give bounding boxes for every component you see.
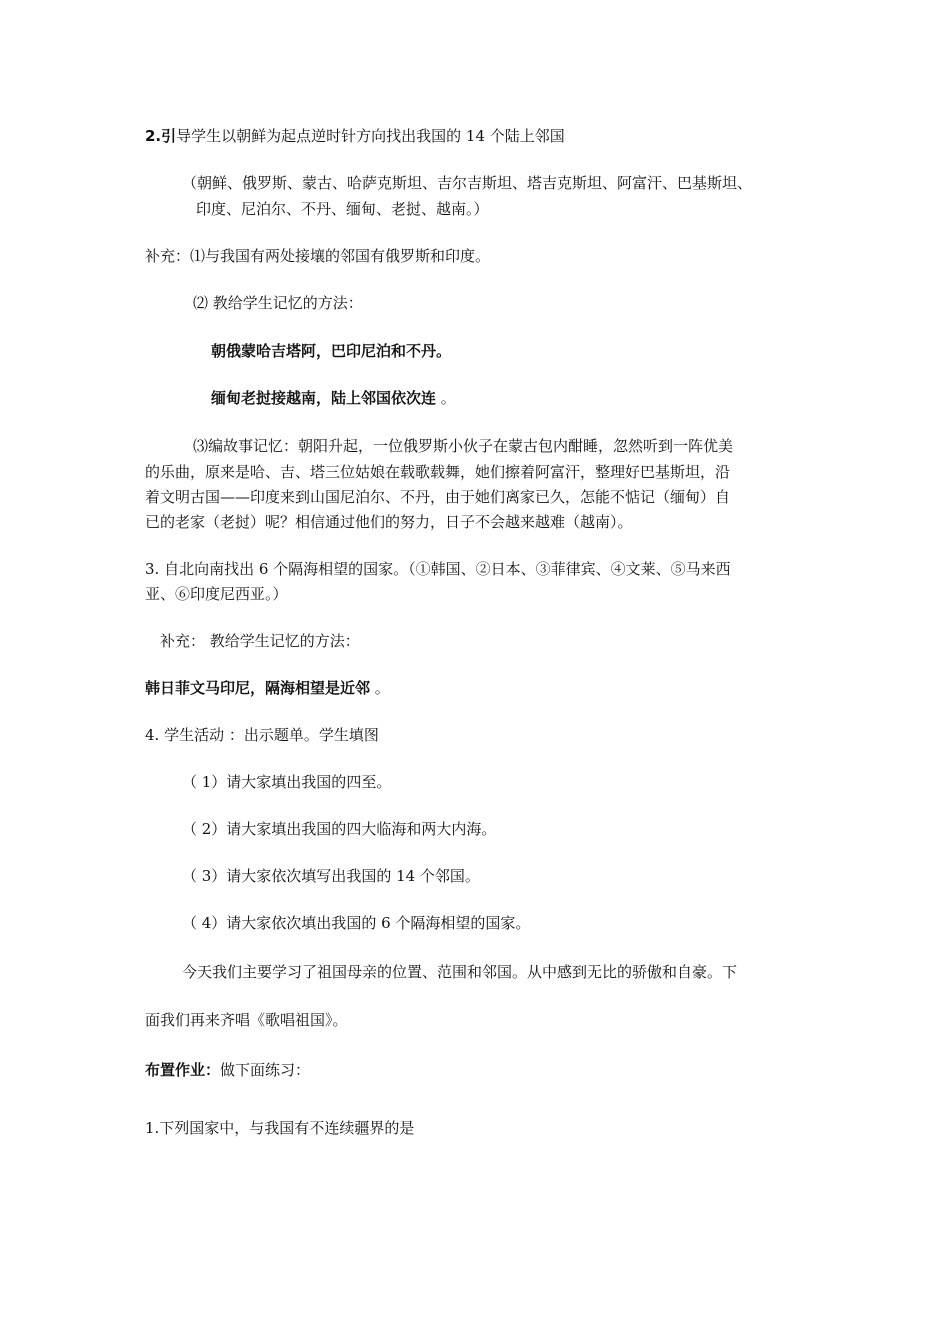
section-2-heading xyxy=(145,126,565,146)
story-line-1: ⑶编故事记忆：朝阳升起，一位俄罗斯小伙子在蒙古包内酣睡，忽然听到一阵优美 xyxy=(193,437,734,455)
mnemonic-line-1: 朝俄蒙哈吉塔阿，巴印尼泊和不丹。 xyxy=(211,342,452,360)
mnemonic-line-3 xyxy=(145,678,390,698)
neighbor-list-line-1: （朝鲜、俄罗斯、蒙古、哈萨克斯坦、吉尔吉斯坦、塔吉克斯坦、阿富汗、巴基斯坦、 xyxy=(182,174,753,192)
summary-line-1: 今天我们主要学习了祖国母亲的位置、范围和邻国。从中感到无比的骄傲和自豪。下 xyxy=(182,963,738,981)
task-3: （ 3）请大家依次填写出我国的 14 个邻国。 xyxy=(182,867,480,885)
section-3-line-1: 3. 自北向南找出 6 个隔海相望的国家。（①韩国、②日本、③菲律宾、④文莱、⑤马来西 xyxy=(145,560,731,578)
task-4: （ 4）请大家依次填出我国的 6 个隔海相望的国家。 xyxy=(182,914,531,932)
mnemonic-line-3-period: 。 xyxy=(374,679,390,697)
mnemonic-line-3-text: 韩日菲文马印尼，隔海相望是近邻 xyxy=(145,679,371,697)
section-2-text: 导学生以朝鲜为起点逆时针方向找出我国的 14 个陆上邻国 xyxy=(176,127,565,145)
homework-text: 做下面练习： xyxy=(220,1061,311,1079)
section-2-number: 2. xyxy=(145,127,162,145)
section-2-first-char: 引 xyxy=(161,127,177,145)
story-line-3: 着文明古国——印度来到山国尼泊尔、不丹，由于她们离家已久，怎能不惦记（缅甸）自 xyxy=(145,488,731,506)
mnemonic-line-2 xyxy=(211,388,456,408)
mnemonic-line-2-text: 缅甸老挝接越南，陆上邻国依次连 xyxy=(211,389,437,407)
mnemonic-line-2-period: 。 xyxy=(440,389,456,407)
supplement-2: ⑵ 教给学生记忆的方法： xyxy=(193,294,363,312)
summary-line-2: 面我们再来齐唱《歌唱祖国》。 xyxy=(145,1011,348,1029)
task-2: （ 2）请大家填出我国的四大临海和两大内海。 xyxy=(182,820,497,838)
section-4-heading: 4. 学生活动 ：出示题单。学生填图 xyxy=(145,726,379,744)
homework-label: 布置作业： xyxy=(145,1061,221,1079)
story-line-4: 已的老家（老挝）呢？相信通过他们的努力，日子不会越来越难（越南）。 xyxy=(145,513,633,531)
homework-heading xyxy=(145,1060,310,1080)
question-1: 1.下列国家中，与我国有不连续疆界的是 xyxy=(145,1119,415,1137)
story-line-2: 的乐曲，原来是哈、吉、塔三位姑娘在载歌载舞，她们擦着阿富汗，整理好巴基斯坦，沿 xyxy=(145,463,731,481)
section-3-line-2: 亚、⑥印度尼西亚。） xyxy=(145,585,288,603)
supplement-1: 补充：⑴与我国有两处接壤的邻国有俄罗斯和印度。 xyxy=(145,247,491,265)
supplement-3: 补充： 教给学生记忆的方法： xyxy=(160,632,360,650)
neighbor-list-line-2: 印度、尼泊尔、不丹、缅甸、老挝、越南。） xyxy=(196,200,489,218)
task-1: （ 1）请大家填出我国的四至。 xyxy=(182,773,392,791)
